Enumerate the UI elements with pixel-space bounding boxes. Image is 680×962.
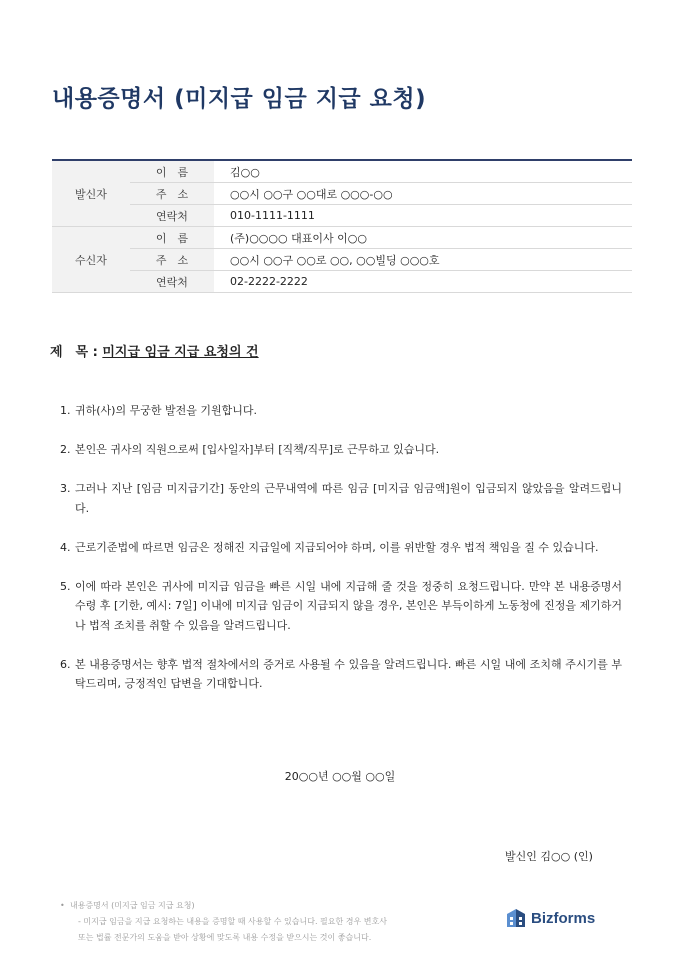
document-date: 20○○년 ○○월 ○○일 xyxy=(284,770,396,783)
sender-name-label: 이 름 xyxy=(130,160,214,183)
sender-name-value: 김○○ xyxy=(214,160,632,183)
sender-phone-label: 연락처 xyxy=(130,205,214,227)
paragraph-text: 귀하(사)의 무궁한 발전을 기원합니다. xyxy=(75,404,257,417)
paragraph-number: 1. xyxy=(60,404,71,417)
footer-heading: 내용증명서 (미지급 임금 지급 요청) xyxy=(70,901,195,910)
bizforms-logo-icon xyxy=(505,907,527,929)
body-paragraphs xyxy=(60,401,622,713)
sender-group-label: 발신자 xyxy=(52,160,130,227)
party-info-table xyxy=(52,159,632,293)
footer-bullet: • xyxy=(60,901,65,910)
brand-name: Bizforms xyxy=(531,909,596,927)
paragraph-item xyxy=(60,655,622,694)
subject-line xyxy=(50,341,259,360)
sender-signature: 발신인 김○○ (인) xyxy=(505,850,593,863)
paragraph-text: 이에 따라 본인은 귀사에 미지급 임금을 빠른 시일 내에 지급해 줄 것을 정중히 요청드립니다. 만약 본 내용증명서 수령 후 [기한, 예시: 7일] 이내에 미지급 임금이 지급되지 않을 경우, 본인은 부득이하게 노동청에 진정을 제기하거나 법적 조치를 취할 수 있음을 알려드립니다. xyxy=(75,579,622,632)
sender-phone-row xyxy=(52,205,632,227)
paragraph-text: 본 내용증명서는 향후 법적 절차에서의 증거로 사용될 수 있음을 알려드립니다. 빠른 시일 내에 조치해 주시기를 부탁드리며, 긍정적인 답변을 기대합니다. xyxy=(75,657,622,690)
receiver-phone-value: 02-2222-2222 xyxy=(214,271,632,293)
sender-address-value: ○○시 ○○구 ○○대로 ○○○-○○ xyxy=(214,183,632,205)
paragraph-text: 근로기준법에 따르면 임금은 정해진 지급일에 지급되어야 하며, 이를 위반할 경우 법적 책임을 질 수 있습니다. xyxy=(75,540,599,554)
paragraph-number: 4. xyxy=(60,540,71,554)
receiver-phone-row xyxy=(52,271,632,293)
footer-line-2: 또는 법률 전문가의 도움을 받아 상황에 맞도록 내용 수정을 받으시는 것이 좋습니다. xyxy=(78,933,372,942)
bizforms-brand xyxy=(505,907,595,929)
paragraph-number: 6. xyxy=(60,657,71,671)
receiver-name-label: 이 름 xyxy=(130,227,214,249)
paragraph-item xyxy=(60,538,622,558)
footer-heading-line xyxy=(60,898,387,914)
receiver-phone-label: 연락처 xyxy=(130,271,214,293)
sender-address-row xyxy=(52,183,632,205)
paragraph-item xyxy=(60,401,622,421)
paragraph-number: 5. xyxy=(60,579,71,593)
sender-name-row xyxy=(52,160,632,183)
document-title: 내용증명서 (미지급 임금 지급 요청) xyxy=(52,86,427,112)
receiver-address-label: 주 소 xyxy=(130,249,214,271)
paragraph-text: 그러나 지난 [임금 미지급기간] 동안의 근무내역에 따른 임금 [미지급 임금액]원이 입금되지 않았음을 알려드립니다. xyxy=(75,482,622,515)
paragraph-item xyxy=(60,440,622,460)
sender-address-label: 주 소 xyxy=(130,183,214,205)
receiver-group-label: 수신자 xyxy=(52,227,130,293)
receiver-address-value: ○○시 ○○구 ○○로 ○○, ○○빌딩 ○○○호 xyxy=(214,249,632,271)
paragraph-text: 본인은 귀사의 직원으로써 [입사일자]부터 [직책/직무]로 근무하고 있습니다. xyxy=(75,443,440,456)
receiver-name-value: (주)○○○○ 대표이사 이○○ xyxy=(214,227,632,249)
footer-note xyxy=(60,898,387,946)
footer-line-1: - 미지급 임금을 지급 요청하는 내용을 증명할 때 사용할 수 있습니다. 필요한 경우 변호사 xyxy=(78,917,387,926)
paragraph-number: 2. xyxy=(60,443,71,456)
paragraph-item xyxy=(60,479,622,518)
subject-label: 제 목 : xyxy=(50,345,103,360)
sender-phone-value: 010-1111-1111 xyxy=(214,205,632,227)
receiver-name-row xyxy=(52,227,632,249)
paragraph-item xyxy=(60,577,622,636)
receiver-address-row xyxy=(52,249,632,271)
subject-text: 미지급 임금 지급 요청의 건 xyxy=(102,345,259,360)
paragraph-number: 3. xyxy=(60,482,71,495)
